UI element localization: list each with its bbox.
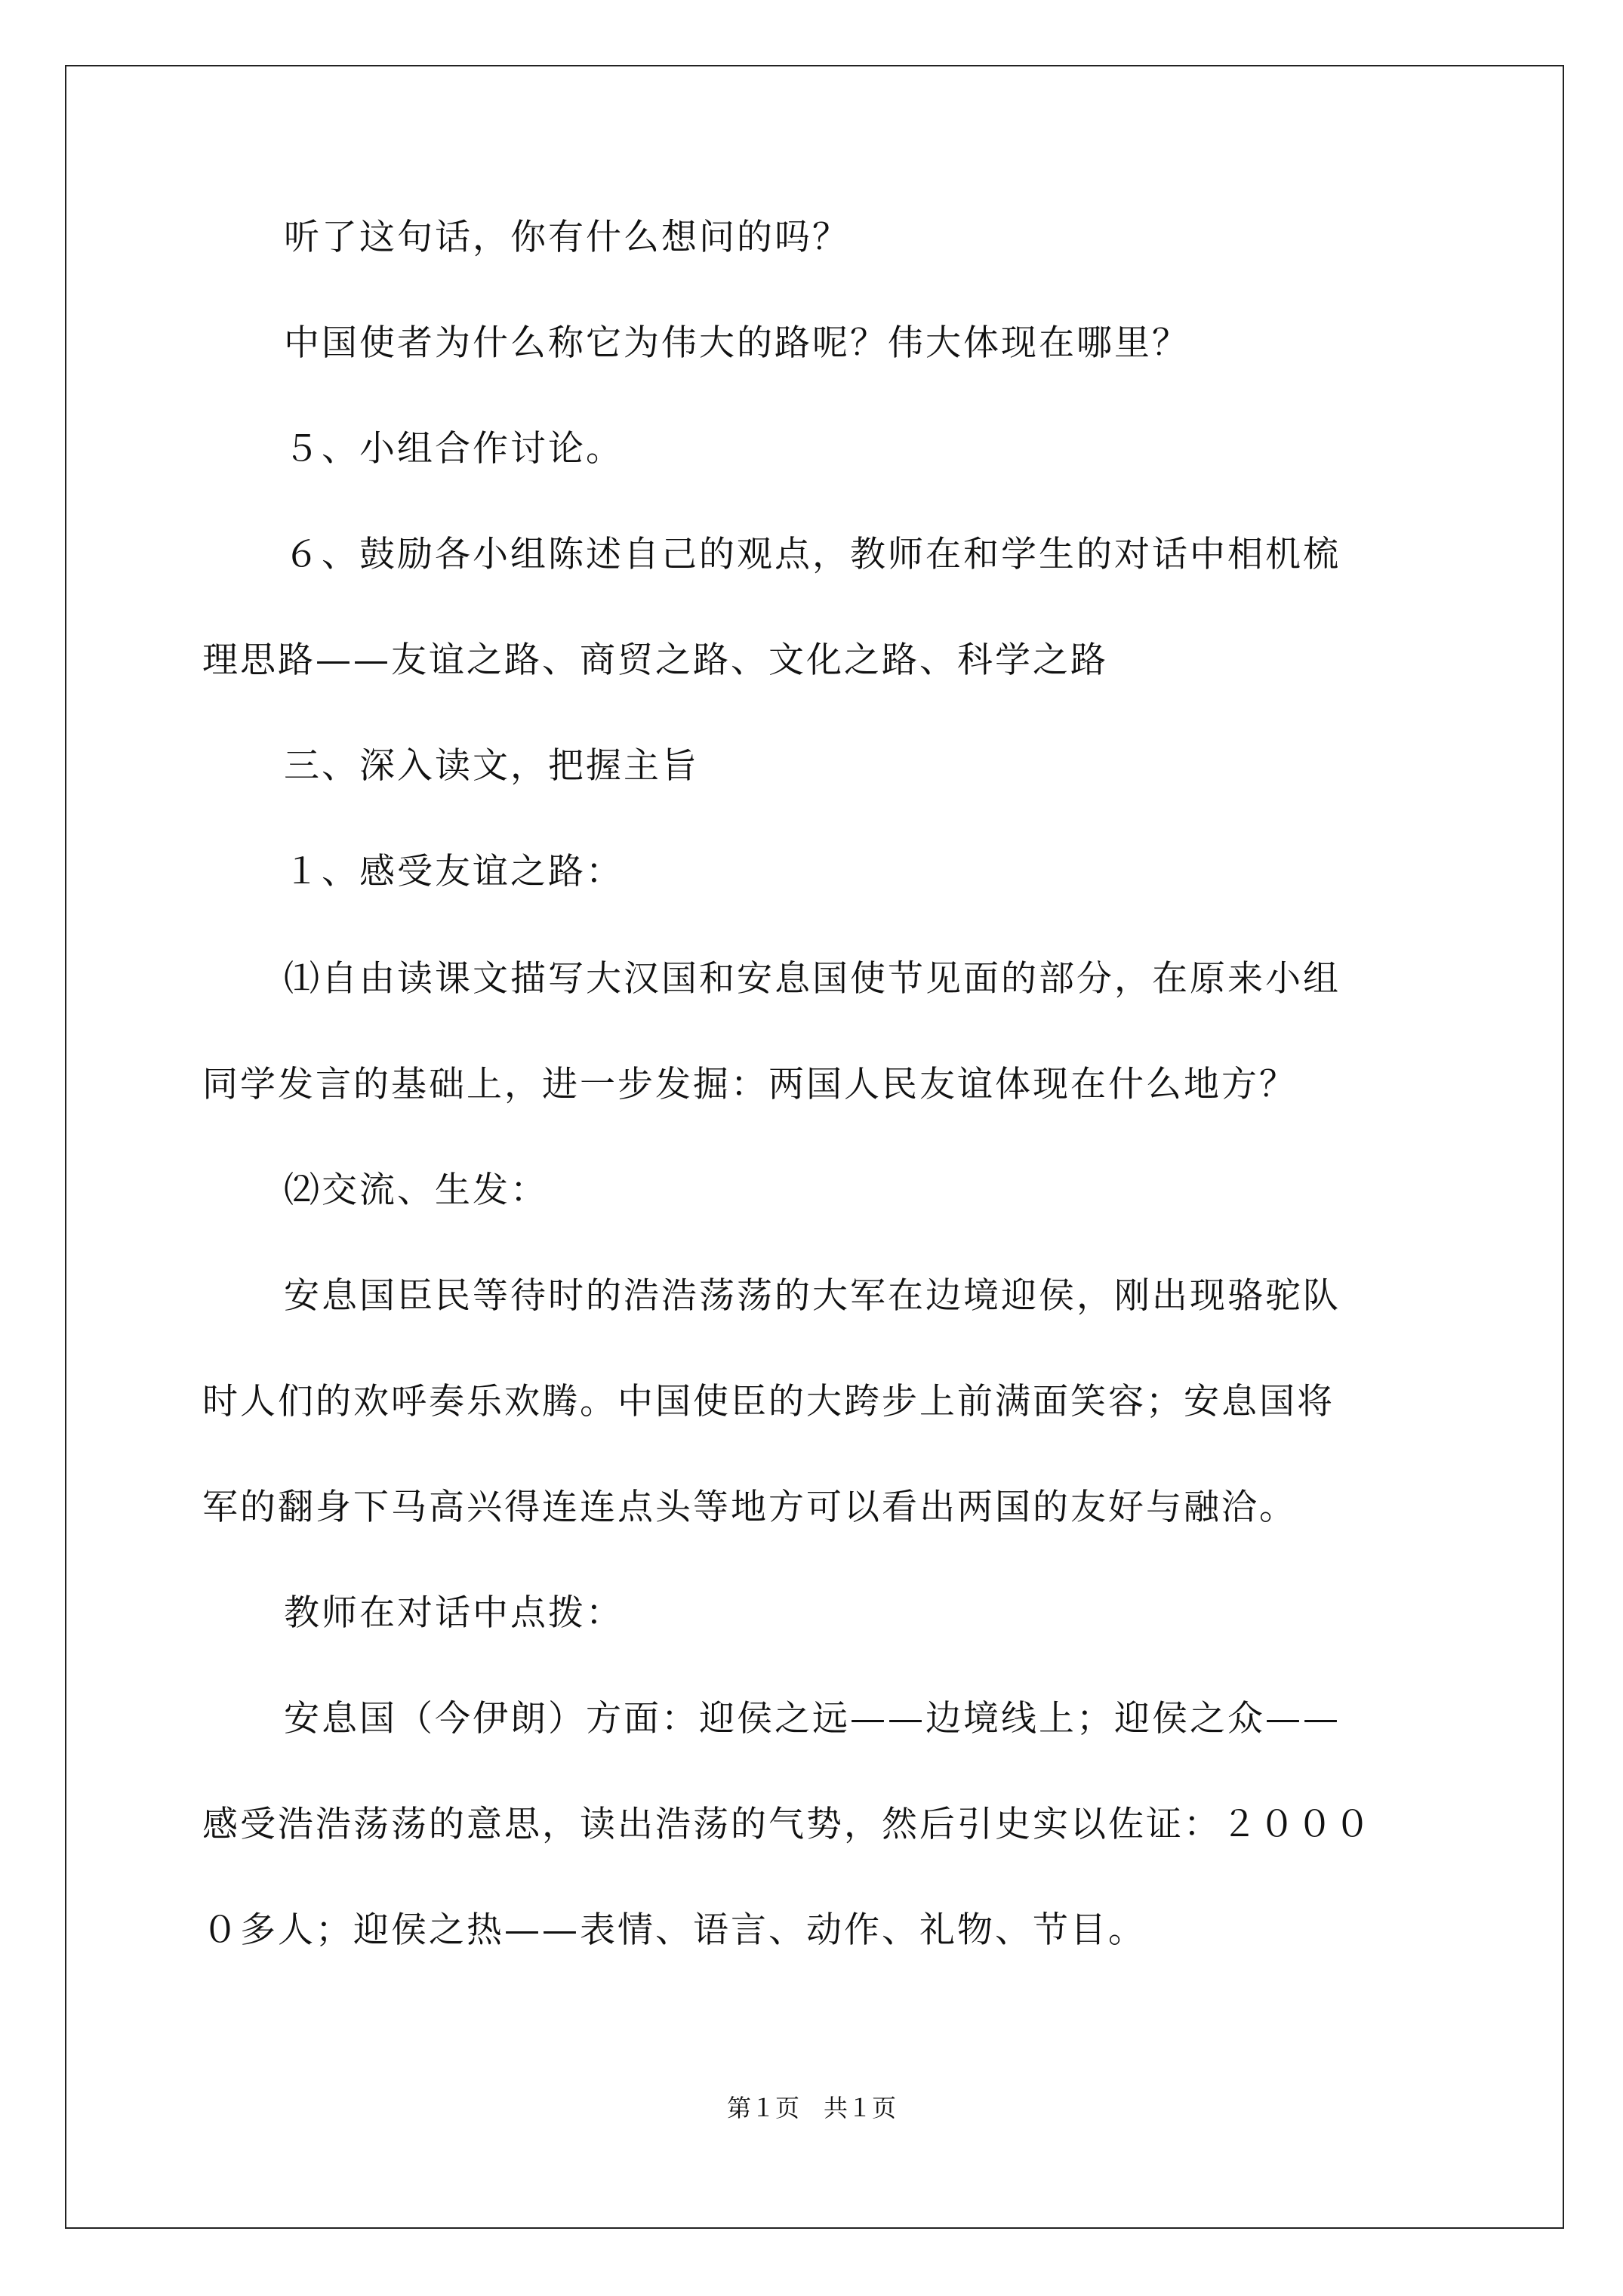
text-line: 安息国（今伊朗）方面：迎侯之远——边境线上；迎侯之众——	[284, 1698, 1341, 1740]
page-footer: 第１页 共１页	[726, 2094, 896, 2122]
text-line: 听了这句话，你有什么想问的吗？	[284, 217, 850, 258]
text-line: 感受浩浩荡荡的意思，读出浩荡的气势，然后引史实以佐证：２０００	[202, 1804, 1372, 1845]
text-line: 中国使者为什么称它为伟大的路呢？伟大体现在哪里？	[284, 322, 1190, 364]
text-line: 同学发言的基础上，进一步发掘：两国人民友谊体现在什么地方？	[202, 1064, 1297, 1105]
section-heading: 三、深入读文，把握主旨	[284, 745, 699, 787]
text-line: ５、小组合作讨论。	[284, 428, 624, 470]
text-line: ⑵交流、生发：	[284, 1170, 548, 1211]
text-line: 理思路——友谊之路、商贸之路、文化之路、科学之路	[202, 639, 1108, 681]
text-line: ６、鼓励各小组陈述自己的观点，教师在和学生的对话中相机梳	[284, 534, 1341, 575]
text-line: １、感受友谊之路：	[284, 851, 624, 892]
text-line: ⑴自由读课文描写大汉国和安息国使节见面的部分，在原来小组	[284, 958, 1341, 1000]
text-line: ０多人；迎侯之热——表情、语言、动作、礼物、节目。	[202, 1909, 1146, 1951]
text-line: 教师在对话中点拨：	[284, 1592, 624, 1634]
text-line: 时人们的欢呼奏乐欢腾。中国使臣的大跨步上前满面笑容；安息国将	[202, 1381, 1335, 1422]
page-border	[65, 65, 1564, 2229]
text-line: 军的翻身下马高兴得连连点头等地方可以看出两国的友好与融洽。	[202, 1487, 1297, 1528]
text-line: 安息国臣民等待时的浩浩荡荡的大军在边境迎侯，刚出现骆驼队	[284, 1275, 1341, 1317]
